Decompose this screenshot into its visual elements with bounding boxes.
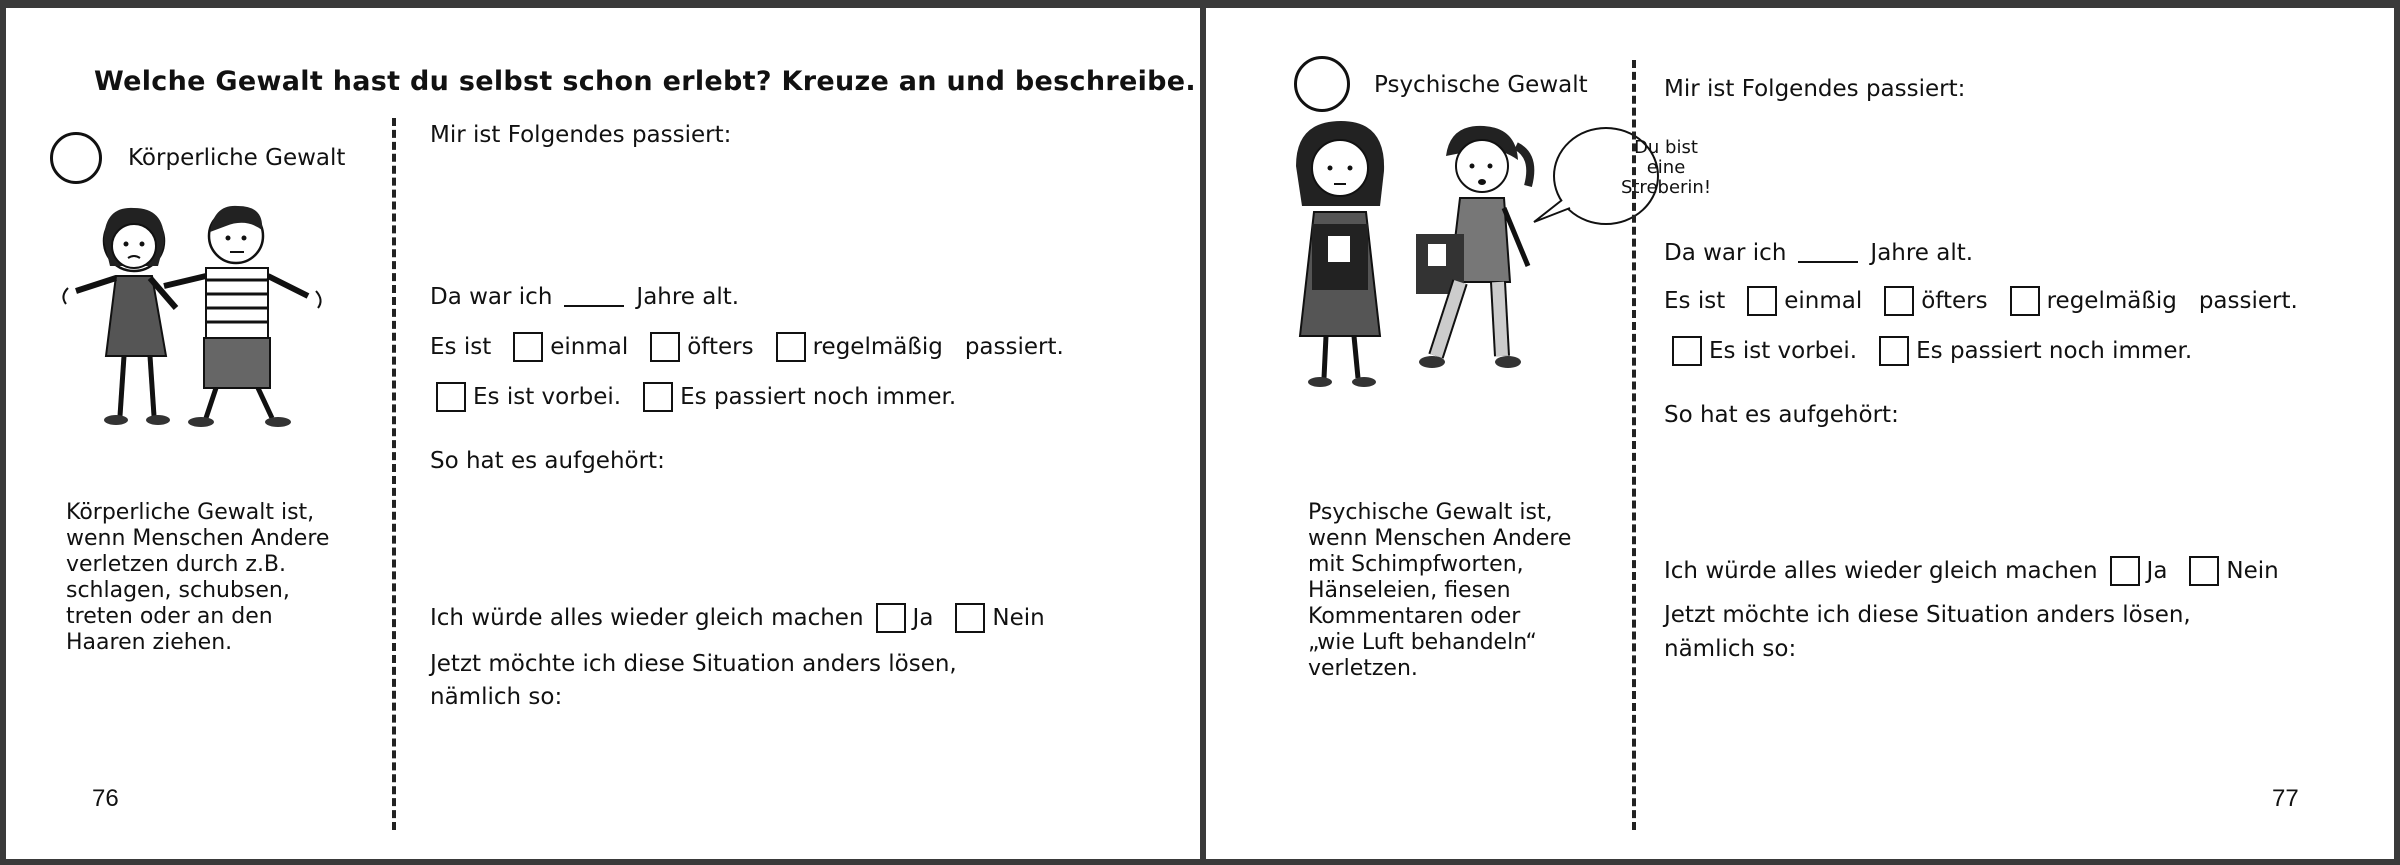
differently-prompt	[1664, 602, 2191, 628]
no-checkbox[interactable]	[2189, 556, 2219, 586]
page-heading: Welche Gewalt hast du selbst schon erlebt? Kreuze an und beschreibe.	[94, 66, 1196, 97]
category-checkbox-circle[interactable]	[50, 132, 102, 184]
once-label: einmal	[1784, 288, 1863, 314]
namely-prompt	[1664, 636, 1796, 662]
age-label-before: Da war ich	[1664, 240, 1787, 266]
age-label-after: Jahre alt.	[636, 284, 740, 310]
frequency-line	[1664, 286, 2298, 316]
category-description: Psychische Gewalt ist, wenn Menschen Andere mit Schimpfworten, Hänseleien, fiesen Kommentaren oder „wie Luft behandeln“ verletzen.	[1308, 500, 1572, 681]
often-checkbox[interactable]	[650, 332, 680, 362]
column-divider	[1632, 60, 1636, 830]
happened-label: Mir ist Folgendes passiert:	[430, 122, 732, 148]
happened-prompt	[1664, 76, 1965, 102]
ongoing-label: Es passiert noch immer.	[680, 384, 957, 410]
yes-label: Ja	[2146, 558, 2168, 584]
age-blank-field[interactable]	[1798, 243, 1858, 263]
how-stopped-prompt	[1664, 402, 1899, 428]
ongoing-checkbox[interactable]	[643, 382, 673, 412]
regularly-label: regelmäßig	[812, 334, 943, 360]
frequency-suffix: passiert.	[2198, 288, 2298, 314]
ongoing-label: Es passiert noch immer.	[1916, 338, 2193, 364]
namely-label: nämlich so:	[1664, 636, 1797, 662]
page-number: 77	[2272, 785, 2299, 812]
age-label-after: Jahre alt.	[1870, 240, 1974, 266]
right-page	[1206, 8, 2394, 859]
age-line	[430, 284, 739, 310]
page-number: 76	[92, 785, 119, 812]
over-label: Es ist vorbei.	[1709, 338, 1858, 364]
regularly-checkbox[interactable]	[776, 332, 806, 362]
category-label: Psychische Gewalt	[1374, 72, 1588, 98]
same-again-line	[430, 603, 1045, 633]
status-line	[436, 382, 956, 412]
category-checkbox-circle[interactable]	[1294, 56, 1350, 112]
differently-label: Jetzt möchte ich diese Situation anders lösen,	[1664, 602, 2191, 628]
once-checkbox[interactable]	[513, 332, 543, 362]
age-line	[1664, 240, 1973, 266]
yes-checkbox[interactable]	[2110, 556, 2140, 586]
ongoing-checkbox[interactable]	[1879, 336, 1909, 366]
same-again-line	[1664, 556, 2279, 586]
no-checkbox[interactable]	[955, 603, 985, 633]
over-checkbox[interactable]	[436, 382, 466, 412]
over-label: Es ist vorbei.	[473, 384, 622, 410]
namely-prompt	[430, 684, 562, 710]
frequency-prefix: Es ist	[430, 334, 492, 360]
frequency-prefix: Es ist	[1664, 288, 1726, 314]
same-again-label: Ich würde alles wieder gleich machen	[430, 605, 864, 631]
namely-label: nämlich so:	[430, 684, 563, 710]
yes-label: Ja	[912, 605, 934, 631]
regularly-label: regelmäßig	[2046, 288, 2177, 314]
same-again-label: Ich würde alles wieder gleich machen	[1664, 558, 2098, 584]
speech-bubble-text: Du bist eine Streberin!	[1620, 137, 1712, 198]
over-checkbox[interactable]	[1672, 336, 1702, 366]
differently-prompt	[430, 651, 957, 677]
happened-label: Mir ist Folgendes passiert:	[1664, 76, 1966, 102]
often-label: öfters	[1921, 288, 1988, 314]
often-label: öfters	[687, 334, 754, 360]
differently-label: Jetzt möchte ich diese Situation anders lösen,	[430, 651, 957, 677]
how-stopped-label: So hat es aufgehört:	[430, 448, 665, 474]
age-blank-field[interactable]	[564, 287, 624, 307]
once-label: einmal	[550, 334, 629, 360]
yes-checkbox[interactable]	[876, 603, 906, 633]
category-label: Körperliche Gewalt	[128, 145, 346, 171]
regularly-checkbox[interactable]	[2010, 286, 2040, 316]
frequency-line	[430, 332, 1064, 362]
status-line	[1672, 336, 2192, 366]
no-label: Nein	[992, 605, 1045, 631]
happened-prompt	[430, 122, 731, 148]
no-label: Nein	[2226, 558, 2279, 584]
age-label-before: Da war ich	[430, 284, 553, 310]
how-stopped-label: So hat es aufgehört:	[1664, 402, 1899, 428]
category-description: Körperliche Gewalt ist, wenn Menschen Andere verletzen durch z.B. schlagen, schubsen, treten oder an den Haaren ziehen.	[66, 500, 330, 655]
how-stopped-prompt	[430, 448, 665, 474]
column-divider	[392, 118, 396, 830]
frequency-suffix: passiert.	[964, 334, 1064, 360]
once-checkbox[interactable]	[1747, 286, 1777, 316]
often-checkbox[interactable]	[1884, 286, 1914, 316]
children-pushing-illustration	[46, 196, 346, 436]
left-page	[6, 8, 1200, 859]
